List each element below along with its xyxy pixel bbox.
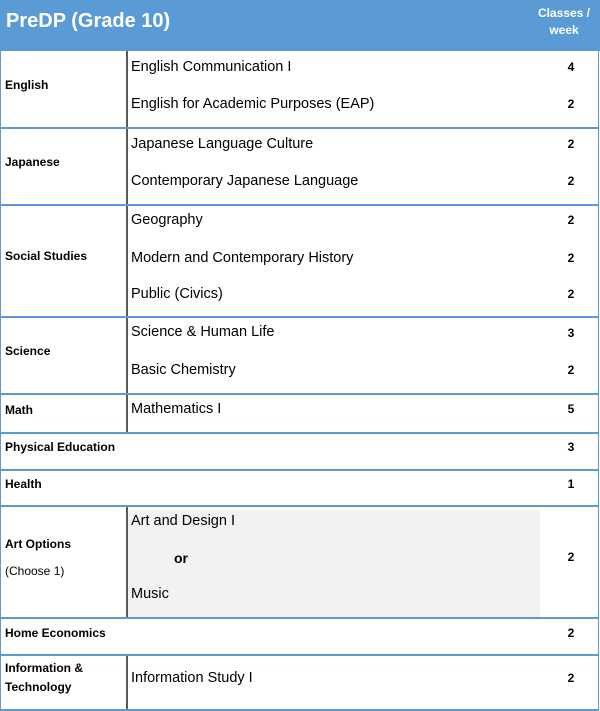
row-social-studies: [1, 206, 598, 318]
course-name: Information Study I: [131, 670, 253, 686]
course-name: English for Academic Purposes (EAP): [131, 96, 375, 112]
course-classes: 2: [567, 626, 575, 640]
classes-header-line1: Classes /: [537, 6, 591, 20]
art-options-note: (Choose 1): [5, 564, 65, 578]
course-name: Modern and Contemporary History: [131, 250, 354, 266]
category-art-options: [5, 535, 71, 581]
course-name: Basic Chemistry: [131, 362, 236, 378]
course-classes: 4: [567, 60, 575, 74]
info-category-line1: Information &: [5, 661, 83, 675]
column-divider: [126, 51, 128, 127]
category-physical-education: Physical Education: [5, 440, 116, 454]
course-classes: 2: [567, 550, 575, 564]
category-health: Health: [5, 477, 42, 491]
course-name: Contemporary Japanese Language: [131, 173, 359, 189]
category-information-technology: [5, 659, 83, 697]
course-name: Mathematics I: [131, 401, 222, 417]
category-home-economics: Home Economics: [5, 626, 106, 640]
row-physical-education: [1, 434, 598, 471]
row-japanese: [1, 129, 598, 206]
course-name: Science & Human Life: [131, 324, 275, 340]
category-math: Math: [5, 403, 33, 417]
column-divider: [126, 656, 128, 709]
column-divider: [126, 129, 128, 204]
table-title: PreDP (Grade 10): [6, 10, 171, 32]
column-divider: [126, 507, 128, 617]
course-classes: 2: [567, 97, 575, 111]
course-classes: 1: [567, 477, 575, 491]
row-home-economics: [1, 619, 598, 656]
course-classes: 2: [567, 174, 575, 188]
column-divider: [126, 206, 128, 316]
row-science: [1, 318, 598, 395]
row-information-technology: [1, 656, 598, 711]
row-art-options: [1, 507, 598, 619]
course-classes: 2: [567, 287, 575, 301]
row-english: [1, 51, 598, 129]
classes-per-week-header: [532, 5, 596, 39]
course-name: English Communication I: [131, 59, 292, 75]
table-header: [0, 0, 600, 51]
art-option-2: Music: [131, 586, 169, 602]
art-options-label: Art Options: [5, 537, 71, 551]
course-classes: 2: [567, 251, 575, 265]
course-name: Public (Civics): [131, 286, 223, 302]
category-english: English: [5, 78, 49, 92]
category-japanese: Japanese: [5, 155, 60, 169]
course-classes: 3: [567, 326, 575, 340]
course-classes: 2: [567, 137, 575, 151]
course-classes: 2: [567, 363, 575, 377]
classes-header-line2: week: [549, 23, 579, 37]
row-health: [1, 471, 598, 507]
course-classes: 3: [567, 440, 575, 454]
column-divider: [126, 395, 128, 432]
art-option-or: or: [174, 550, 188, 566]
art-option-1: Art and Design I: [131, 513, 235, 529]
category-social-studies: Social Studies: [5, 249, 88, 263]
column-divider: [126, 318, 128, 393]
course-classes: 2: [567, 671, 575, 685]
course-classes: 2: [567, 213, 575, 227]
category-science: Science: [5, 344, 51, 358]
info-category-line2: Technology: [5, 680, 72, 694]
course-classes: 5: [567, 402, 575, 416]
course-name: Geography: [131, 212, 203, 228]
course-name: Japanese Language Culture: [131, 136, 314, 152]
row-math: [1, 395, 598, 434]
